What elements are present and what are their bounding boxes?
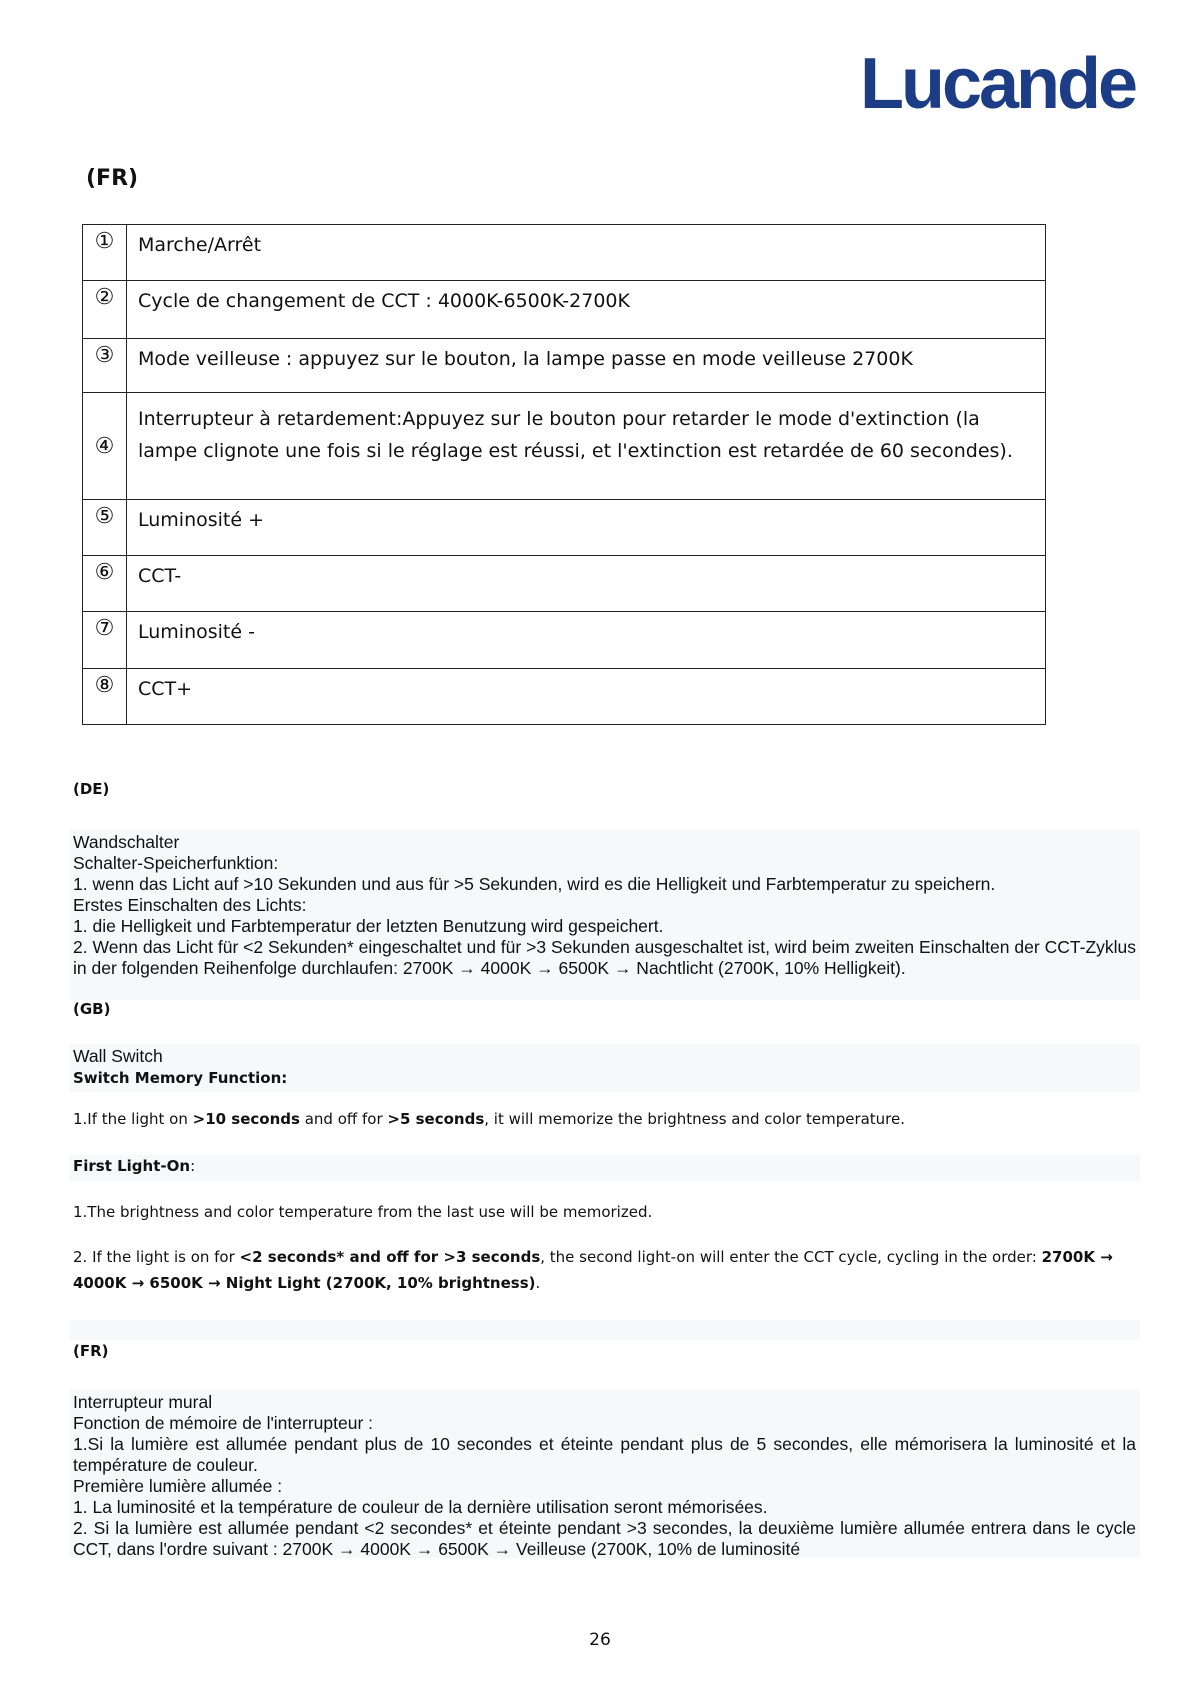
table-row — [83, 225, 1046, 281]
gb-memory-heading-row: Switch Memory Function: — [73, 1069, 288, 1087]
gray-spacer — [69, 1320, 1140, 1340]
row-number: ① — [83, 225, 127, 281]
fr2-memory-heading: Fonction de mémoire de l'interrupteur : — [73, 1413, 374, 1433]
row-number: ⑦ — [83, 612, 127, 669]
de-memory-heading: Schalter-Speicherfunktion: — [73, 853, 279, 873]
gb-first-heading-row: First Light-On: — [73, 1157, 196, 1175]
table-row — [83, 281, 1046, 339]
text-run-bold: >5 seconds — [387, 1110, 485, 1128]
row-text: Luminosité + — [127, 500, 1046, 556]
text-run-bold: >10 seconds — [192, 1110, 300, 1128]
de-memory-line: 1. wenn das Licht auf >10 Sekunden und aus für >5 Sekunden, wird es die Helligkeit und Farbtemperatur zu speichern. — [73, 874, 996, 894]
row-number: ⑥ — [83, 556, 127, 612]
row-text: Interrupteur à retardement:Appuyez sur le bouton pour retarder le mode d'extinction (la lampe clignote une fois si le réglage est réussi, et l'extinction est retardée de 60 secondes). — [127, 393, 1046, 500]
fr-heading: (FR) — [86, 166, 139, 191]
fr2-title: Interrupteur mural — [73, 1392, 213, 1412]
function-table — [82, 224, 1046, 725]
row-text: Mode veilleuse : appuyez sur le bouton, la lampe passe en mode veilleuse 2700K — [127, 339, 1046, 393]
lucande-logo: Lucande — [860, 44, 1136, 124]
fr2-first-heading: Première lumière allumée : — [73, 1476, 283, 1496]
text-run: , the second light-on will enter the CCT cycle, cycling in the order: — [540, 1248, 1042, 1266]
row-text: Marche/Arrêt — [127, 225, 1046, 281]
row-text: CCT+ — [127, 669, 1046, 725]
gb-first-line-2 — [73, 1244, 1143, 1296]
fr2-memory-line: 1.Si la lumière est allumée pendant plus de 10 secondes et éteinte pendant plus de 5 secondes, elle mémorisera la luminosité et la température de couleur. — [73, 1434, 1136, 1475]
row-number: ② — [83, 281, 127, 339]
gb-first-heading: First Light-On — [73, 1157, 191, 1175]
gb-label: (GB) — [73, 1000, 111, 1018]
row-text: Luminosité - — [127, 612, 1046, 669]
table-row — [83, 500, 1046, 556]
gb-title-block — [69, 1044, 1140, 1092]
de-first-line-2: 2. Wenn das Licht für <2 Sekunden* eingeschaltet und für >3 Sekunden ausgeschaltet ist, wird beim zweiten Einschalten der CCT-Zyklus in der folgenden Reihenfolge durchlaufen: 2700K → 4000K → 6500K → Nachtlicht (2700K, 10% Helligkeit). — [73, 937, 1136, 978]
gb-first-line-1: 1.The brightness and color temperature from the last use will be memorized. — [73, 1203, 653, 1221]
row-number: ⑧ — [83, 669, 127, 725]
page-number: 26 — [589, 1630, 611, 1650]
de-label: (DE) — [73, 780, 110, 798]
table-row — [83, 612, 1046, 669]
fr2-section — [69, 1390, 1140, 1558]
gb-title: Wall Switch — [73, 1046, 163, 1066]
de-section — [69, 830, 1140, 1000]
row-number: ④ — [83, 393, 127, 500]
fr2-label: (FR) — [73, 1342, 109, 1360]
text-run-bold: 2700K → 4000K → 6500K → Night Light (2700K, 10% brightness) — [73, 1248, 1113, 1292]
de-first-line-1: 1. die Helligkeit und Farbtemperatur der letzten Benutzung wird gespeichert. — [73, 916, 664, 936]
gb-memory-heading: Switch Memory Function — [73, 1069, 282, 1087]
de-title: Wandschalter — [73, 832, 180, 852]
fr2-first-line-2: 2. Si la lumière est allumée pendant <2 secondes* et éteinte pendant >3 secondes, la deuxième lumière allumée entrera dans le cycle CCT, dans l'ordre suivant : 2700K → 4000K → 6500K → Veilleuse (2700K, 10% de luminosité — [73, 1518, 1136, 1559]
row-text: Cycle de changement de CCT : 4000K-6500K-2700K — [127, 281, 1046, 339]
text-run: 1.If the light on — [73, 1110, 193, 1128]
table-row — [83, 339, 1046, 393]
de-first-heading: Erstes Einschalten des Lichts: — [73, 895, 307, 915]
table-row — [83, 393, 1046, 500]
text-run-bold: <2 seconds* and off for >3 seconds — [239, 1248, 541, 1266]
row-text: CCT- — [127, 556, 1046, 612]
text-run: 2. If the light is on for — [73, 1248, 240, 1266]
row-number: ③ — [83, 339, 127, 393]
text-run: , it will memorize the brightness and color temperature. — [484, 1110, 906, 1128]
text-run: and off for — [299, 1110, 388, 1128]
table-row — [83, 556, 1046, 612]
text-run: . — [535, 1274, 541, 1292]
table-row — [83, 669, 1046, 725]
row-number: ⑤ — [83, 500, 127, 556]
fr2-first-line-1: 1. La luminosité et la température de couleur de la dernière utilisation seront mémorisées. — [73, 1497, 768, 1517]
gb-memory-line — [73, 1106, 1143, 1132]
